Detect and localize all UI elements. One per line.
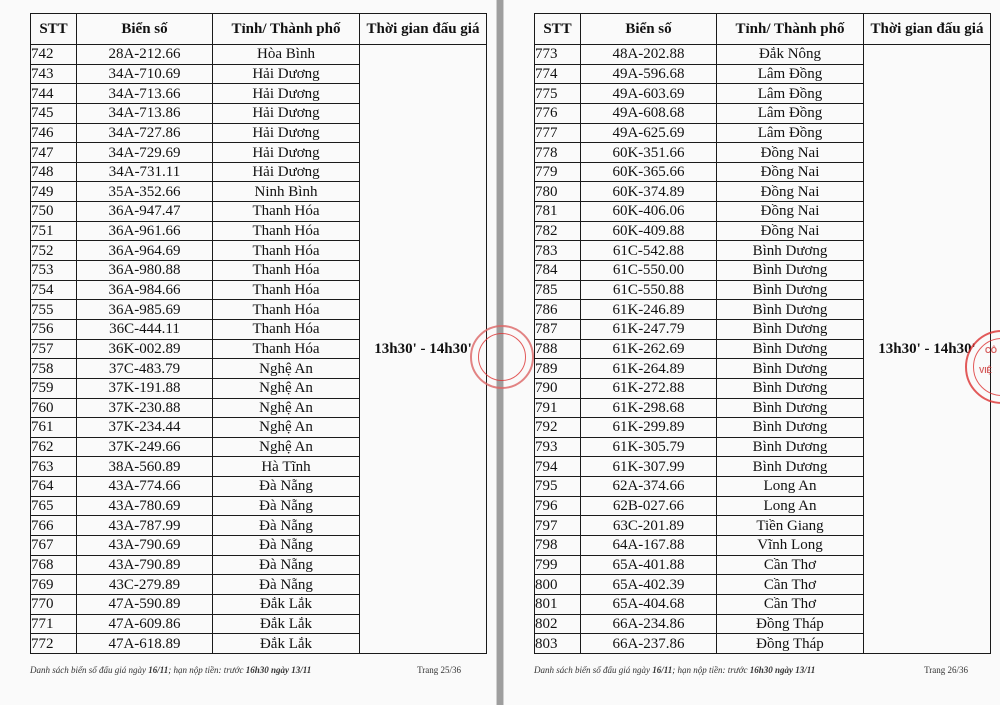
plate-cell: 34A-713.86 <box>77 103 213 123</box>
prov-cell: Đà Nẵng <box>213 575 360 595</box>
prov-cell: Bình Dương <box>717 280 864 300</box>
plate-cell: 65A-401.88 <box>581 555 717 575</box>
stt-cell: 754 <box>31 280 77 300</box>
stt-cell: 756 <box>31 319 77 339</box>
page-number-right: Trang 26/36 <box>924 665 968 675</box>
plate-cell: 43A-790.69 <box>77 536 213 556</box>
time-slot-cell: 13h30' - 14h30' <box>864 45 991 654</box>
prov-cell: Đắk Lắk <box>213 634 360 654</box>
stt-cell: 748 <box>31 162 77 182</box>
stt-cell: 784 <box>535 261 581 281</box>
stt-cell: 750 <box>31 202 77 222</box>
plate-cell: 34A-729.69 <box>77 143 213 163</box>
stt-cell: 785 <box>535 280 581 300</box>
plate-cell: 65A-404.68 <box>581 594 717 614</box>
stt-cell: 744 <box>31 84 77 104</box>
prov-cell: Đồng Nai <box>717 202 864 222</box>
stt-cell: 755 <box>31 300 77 320</box>
stt-cell: 769 <box>31 575 77 595</box>
plate-cell: 49A-603.69 <box>581 84 717 104</box>
plate-cell: 49A-596.68 <box>581 64 717 84</box>
header-time: Thời gian đấu giá <box>864 14 991 45</box>
prov-cell: Thanh Hóa <box>213 202 360 222</box>
stt-cell: 789 <box>535 359 581 379</box>
stt-cell: 752 <box>31 241 77 261</box>
prov-cell: Nghệ An <box>213 437 360 457</box>
plate-cell: 43A-790.89 <box>77 555 213 575</box>
prov-cell: Hải Dương <box>213 162 360 182</box>
prov-cell: Thanh Hóa <box>213 300 360 320</box>
prov-cell: Đồng Nai <box>717 143 864 163</box>
stt-cell: 779 <box>535 162 581 182</box>
prov-cell: Bình Dương <box>717 339 864 359</box>
prov-cell: Bình Dương <box>717 261 864 281</box>
plate-cell: 36A-985.69 <box>77 300 213 320</box>
red-seal-stamp-left <box>470 325 534 389</box>
prov-cell: Bình Dương <box>717 457 864 477</box>
plate-cell: 61C-542.88 <box>581 241 717 261</box>
header-province: Tỉnh/ Thành phố <box>717 14 864 45</box>
stt-cell: 767 <box>31 536 77 556</box>
prov-cell: Bình Dương <box>717 241 864 261</box>
plate-cell: 37K-249.66 <box>77 437 213 457</box>
prov-cell: Bình Dương <box>717 437 864 457</box>
plate-cell: 36A-984.66 <box>77 280 213 300</box>
stt-cell: 782 <box>535 221 581 241</box>
stt-cell: 760 <box>31 398 77 418</box>
plate-cell: 37K-191.88 <box>77 378 213 398</box>
header-time: Thời gian đấu giá <box>360 14 487 45</box>
prov-cell: Thanh Hóa <box>213 319 360 339</box>
plate-cell: 60K-409.88 <box>581 221 717 241</box>
prov-cell: Cần Thơ <box>717 555 864 575</box>
plate-cell: 65A-402.39 <box>581 575 717 595</box>
prov-cell: Thanh Hóa <box>213 339 360 359</box>
plate-cell: 66A-237.86 <box>581 634 717 654</box>
prov-cell: Nghệ An <box>213 398 360 418</box>
plate-cell: 61C-550.88 <box>581 280 717 300</box>
prov-cell: Cần Thơ <box>717 594 864 614</box>
stt-cell: 796 <box>535 496 581 516</box>
plate-cell: 43A-780.69 <box>77 496 213 516</box>
plate-cell: 66A-234.86 <box>581 614 717 634</box>
plate-cell: 34A-710.69 <box>77 64 213 84</box>
plate-cell: 34A-731.11 <box>77 162 213 182</box>
prov-cell: Đắk Lắk <box>213 614 360 634</box>
prov-cell: Đà Nẵng <box>213 496 360 516</box>
plate-cell: 61K-264.89 <box>581 359 717 379</box>
prov-cell: Hải Dương <box>213 64 360 84</box>
auction-table-left-wrap <box>30 13 487 654</box>
prov-cell: Đắk Nông <box>717 45 864 65</box>
stt-cell: 766 <box>31 516 77 536</box>
stt-cell: 774 <box>535 64 581 84</box>
footer-prefix: Danh sách biển số đấu giá ngày <box>30 665 149 675</box>
stt-cell: 753 <box>31 261 77 281</box>
stt-cell: 763 <box>31 457 77 477</box>
stt-cell: 764 <box>31 477 77 497</box>
prov-cell: Thanh Hóa <box>213 241 360 261</box>
plate-cell: 49A-625.69 <box>581 123 717 143</box>
plate-cell: 37K-230.88 <box>77 398 213 418</box>
footer-deadline: 16h30 ngày 13/11 <box>749 665 816 675</box>
time-slot-cell: 13h30' - 14h30' <box>360 45 487 654</box>
stt-cell: 781 <box>535 202 581 222</box>
plate-cell: 61K-305.79 <box>581 437 717 457</box>
table-row <box>31 45 487 65</box>
plate-cell: 48A-202.88 <box>581 45 717 65</box>
prov-cell: Nghệ An <box>213 378 360 398</box>
prov-cell: Thanh Hóa <box>213 280 360 300</box>
stt-cell: 778 <box>535 143 581 163</box>
plate-cell: 61K-247.79 <box>581 319 717 339</box>
stt-cell: 770 <box>31 594 77 614</box>
stt-cell: 797 <box>535 516 581 536</box>
prov-cell: Hòa Bình <box>213 45 360 65</box>
prov-cell: Đồng Nai <box>717 162 864 182</box>
plate-cell: 43A-774.66 <box>77 477 213 497</box>
auction-table-right-wrap <box>534 13 991 654</box>
plate-cell: 61K-307.99 <box>581 457 717 477</box>
plate-cell: 35A-352.66 <box>77 182 213 202</box>
stt-cell: 742 <box>31 45 77 65</box>
stt-cell: 772 <box>31 634 77 654</box>
plate-cell: 61K-299.89 <box>581 418 717 438</box>
footer-prefix: Danh sách biển số đấu giá ngày <box>534 665 653 675</box>
stt-cell: 746 <box>31 123 77 143</box>
prov-cell: Long An <box>717 496 864 516</box>
plate-cell: 36A-947.47 <box>77 202 213 222</box>
plate-cell: 36C-444.11 <box>77 319 213 339</box>
prov-cell: Bình Dương <box>717 300 864 320</box>
footer-middle: ; hạn nộp tiền: trước <box>672 665 750 675</box>
stt-cell: 757 <box>31 339 77 359</box>
table-header-row <box>31 14 487 45</box>
table-body-right <box>535 45 991 654</box>
stt-cell: 786 <box>535 300 581 320</box>
plate-cell: 61K-298.68 <box>581 398 717 418</box>
footer-date: 16/11 <box>652 665 673 675</box>
plate-cell: 61C-550.00 <box>581 261 717 281</box>
plate-cell: 64A-167.88 <box>581 536 717 556</box>
stt-cell: 795 <box>535 477 581 497</box>
stt-cell: 798 <box>535 536 581 556</box>
plate-cell: 34A-713.66 <box>77 84 213 104</box>
footer-middle: ; hạn nộp tiền: trước <box>168 665 246 675</box>
plate-cell: 61K-262.69 <box>581 339 717 359</box>
prov-cell: Hải Dương <box>213 143 360 163</box>
stt-cell: 751 <box>31 221 77 241</box>
prov-cell: Đồng Nai <box>717 221 864 241</box>
table-header-row <box>535 14 991 45</box>
prov-cell: Đồng Tháp <box>717 634 864 654</box>
header-stt: STT <box>31 14 77 45</box>
stt-cell: 803 <box>535 634 581 654</box>
plate-cell: 37C-483.79 <box>77 359 213 379</box>
stt-cell: 800 <box>535 575 581 595</box>
plate-cell: 47A-609.86 <box>77 614 213 634</box>
stt-cell: 794 <box>535 457 581 477</box>
stt-cell: 787 <box>535 319 581 339</box>
auction-table-left <box>30 13 487 654</box>
prov-cell: Lâm Đồng <box>717 103 864 123</box>
footer-deadline: 16h30 ngày 13/11 <box>245 665 312 675</box>
stt-cell: 771 <box>31 614 77 634</box>
stt-cell: 747 <box>31 143 77 163</box>
stt-cell: 749 <box>31 182 77 202</box>
page-number-left: Trang 25/36 <box>417 665 461 675</box>
plate-cell: 60K-374.89 <box>581 182 717 202</box>
plate-cell: 62A-374.66 <box>581 477 717 497</box>
prov-cell: Lâm Đồng <box>717 64 864 84</box>
stt-cell: 765 <box>31 496 77 516</box>
page-footer-left <box>30 665 311 675</box>
stt-cell: 773 <box>535 45 581 65</box>
prov-cell: Bình Dương <box>717 418 864 438</box>
stt-cell: 759 <box>31 378 77 398</box>
header-plate: Biển số <box>581 14 717 45</box>
prov-cell: Đà Nẵng <box>213 555 360 575</box>
page-footer-right <box>534 665 815 675</box>
stt-cell: 802 <box>535 614 581 634</box>
stt-cell: 768 <box>31 555 77 575</box>
prov-cell: Bình Dương <box>717 398 864 418</box>
stt-cell: 788 <box>535 339 581 359</box>
plate-cell: 63C-201.89 <box>581 516 717 536</box>
plate-cell: 28A-212.66 <box>77 45 213 65</box>
prov-cell: Thanh Hóa <box>213 221 360 241</box>
plate-cell: 43A-787.99 <box>77 516 213 536</box>
seal-text: VIỆ <box>979 366 992 375</box>
table-row <box>535 45 991 65</box>
stt-cell: 762 <box>31 437 77 457</box>
stt-cell: 799 <box>535 555 581 575</box>
prov-cell: Đồng Tháp <box>717 614 864 634</box>
prov-cell: Đắk Lắk <box>213 594 360 614</box>
plate-cell: 36A-980.88 <box>77 261 213 281</box>
stt-cell: 745 <box>31 103 77 123</box>
plate-cell: 36A-961.66 <box>77 221 213 241</box>
prov-cell: Thanh Hóa <box>213 261 360 281</box>
prov-cell: Cần Thơ <box>717 575 864 595</box>
plate-cell: 37K-234.44 <box>77 418 213 438</box>
prov-cell: Bình Dương <box>717 378 864 398</box>
stt-cell: 775 <box>535 84 581 104</box>
plate-cell: 61K-246.89 <box>581 300 717 320</box>
prov-cell: Vĩnh Long <box>717 536 864 556</box>
prov-cell: Hải Dương <box>213 84 360 104</box>
seal-text: CÔ <box>985 346 997 355</box>
plate-cell: 62B-027.66 <box>581 496 717 516</box>
stt-cell: 780 <box>535 182 581 202</box>
auction-table-right <box>534 13 991 654</box>
prov-cell: Đà Nẵng <box>213 536 360 556</box>
header-stt: STT <box>535 14 581 45</box>
prov-cell: Ninh Bình <box>213 182 360 202</box>
stt-cell: 761 <box>31 418 77 438</box>
prov-cell: Long An <box>717 477 864 497</box>
plate-cell: 34A-727.86 <box>77 123 213 143</box>
prov-cell: Hà Tĩnh <box>213 457 360 477</box>
prov-cell: Tiền Giang <box>717 516 864 536</box>
stt-cell: 776 <box>535 103 581 123</box>
prov-cell: Hải Dương <box>213 123 360 143</box>
stt-cell: 783 <box>535 241 581 261</box>
header-province: Tỉnh/ Thành phố <box>213 14 360 45</box>
document-page-right <box>503 0 1000 705</box>
plate-cell: 43C-279.89 <box>77 575 213 595</box>
prov-cell: Lâm Đồng <box>717 123 864 143</box>
stt-cell: 792 <box>535 418 581 438</box>
prov-cell: Nghệ An <box>213 418 360 438</box>
stt-cell: 758 <box>31 359 77 379</box>
plate-cell: 47A-590.89 <box>77 594 213 614</box>
prov-cell: Lâm Đồng <box>717 84 864 104</box>
header-plate: Biển số <box>77 14 213 45</box>
seal-inner-ring <box>478 333 526 381</box>
stt-cell: 743 <box>31 64 77 84</box>
plate-cell: 60K-351.66 <box>581 143 717 163</box>
prov-cell: Bình Dương <box>717 359 864 379</box>
plate-cell: 36K-002.89 <box>77 339 213 359</box>
plate-cell: 38A-560.89 <box>77 457 213 477</box>
stt-cell: 801 <box>535 594 581 614</box>
plate-cell: 60K-365.66 <box>581 162 717 182</box>
plate-cell: 36A-964.69 <box>77 241 213 261</box>
prov-cell: Đồng Nai <box>717 182 864 202</box>
stt-cell: 793 <box>535 437 581 457</box>
stt-cell: 790 <box>535 378 581 398</box>
plate-cell: 49A-608.68 <box>581 103 717 123</box>
table-body-left <box>31 45 487 654</box>
prov-cell: Đà Nẵng <box>213 477 360 497</box>
document-page-left <box>0 0 497 705</box>
footer-date: 16/11 <box>148 665 169 675</box>
plate-cell: 60K-406.06 <box>581 202 717 222</box>
prov-cell: Đà Nẵng <box>213 516 360 536</box>
prov-cell: Hải Dương <box>213 103 360 123</box>
prov-cell: Nghệ An <box>213 359 360 379</box>
stt-cell: 777 <box>535 123 581 143</box>
stt-cell: 791 <box>535 398 581 418</box>
plate-cell: 61K-272.88 <box>581 378 717 398</box>
plate-cell: 47A-618.89 <box>77 634 213 654</box>
prov-cell: Bình Dương <box>717 319 864 339</box>
